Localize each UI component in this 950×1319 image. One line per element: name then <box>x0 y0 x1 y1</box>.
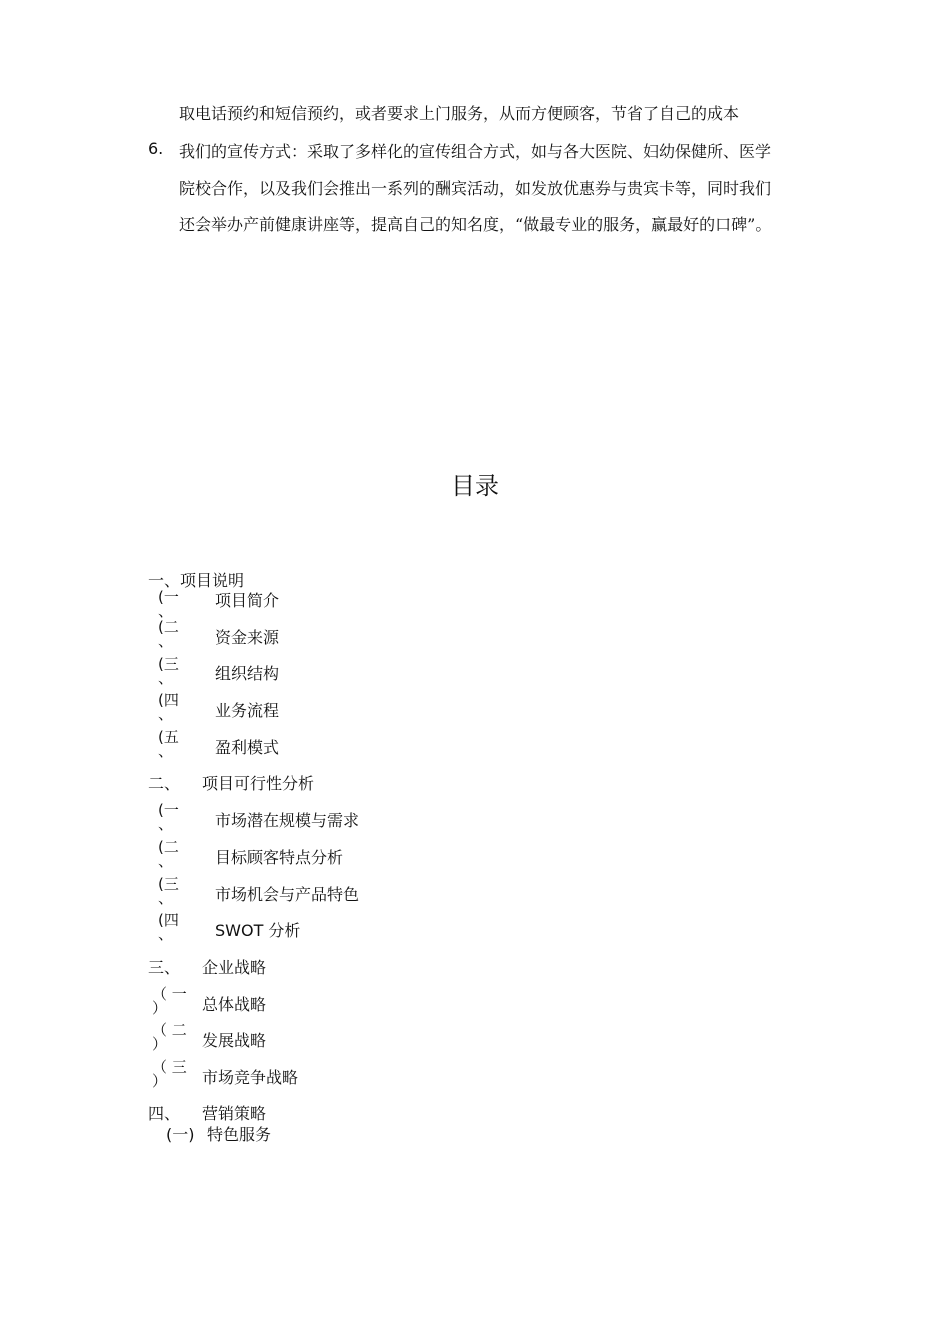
toc-section-number: 三、 <box>148 958 181 977</box>
toc-item-marker: (三 、 <box>158 655 179 687</box>
toc-item[interactable]: 市场竞争战略 <box>202 1068 299 1087</box>
toc-item[interactable]: 盈利模式 <box>215 738 280 757</box>
toc-item-marker: （ 二 ） <box>152 1021 187 1053</box>
toc-item[interactable]: 业务流程 <box>215 701 280 720</box>
toc-item-marker: (二 、 <box>158 618 179 650</box>
toc-item[interactable]: 市场机会与产品特色 <box>215 885 360 904</box>
toc-section-heading: 一、项目说明 <box>148 571 245 590</box>
toc-item[interactable]: 项目简介 <box>215 591 280 610</box>
toc-item[interactable]: 市场潜在规模与需求 <box>215 811 360 830</box>
toc-item-marker: (四 、 <box>158 691 179 723</box>
toc-section-heading[interactable]: 项目可行性分析 <box>202 774 315 793</box>
toc-item-marker: (三 、 <box>158 875 179 907</box>
body-paragraph-line: 取电话预约和短信预约，或者要求上门服务，从而方便顾客，节省了自己的成本 <box>179 104 740 123</box>
body-paragraph-line: 院校合作，以及我们会推出一系列的酬宾活动，如发放优惠券与贵宾卡等，同时我们 <box>179 179 772 198</box>
toc-item-marker: (五 、 <box>158 728 179 760</box>
toc-title: 目录 <box>451 472 499 500</box>
toc-item[interactable]: 组织结构 <box>215 664 280 683</box>
body-paragraph-line: 我们的宣传方式：采取了多样化的宣传组合方式，如与各大医院、妇幼保健所、医学 <box>179 142 772 161</box>
body-paragraph-line: 还会举办产前健康讲座等，提高自己的知名度，“做最专业的服务，赢最好的口碑”。 <box>179 215 772 234</box>
toc-item-marker: （ 三 ） <box>152 1058 187 1090</box>
toc-item[interactable]: SWOT 分析 <box>215 921 301 940</box>
toc-section-heading[interactable]: 营销策略 <box>202 1104 267 1123</box>
toc-item[interactable]: 资金来源 <box>215 628 280 647</box>
toc-item-marker: (一) <box>166 1125 195 1144</box>
toc-section-heading[interactable]: 企业战略 <box>202 958 267 977</box>
toc-item-marker: (四 、 <box>158 911 179 943</box>
toc-item[interactable]: 发展战略 <box>202 1031 267 1050</box>
toc-section-number: 二、 <box>148 774 181 793</box>
toc-item-marker: （ 一 ） <box>152 985 187 1017</box>
toc-item[interactable]: 目标顾客特点分析 <box>215 848 344 867</box>
toc-item[interactable]: 特色服务 <box>207 1125 272 1144</box>
toc-item-marker: (一 、 <box>158 801 179 833</box>
toc-item-marker: (二 、 <box>158 838 179 870</box>
toc-section-number: 四、 <box>148 1104 181 1123</box>
list-number: 6. <box>148 139 164 158</box>
toc-item-marker: (一 、 <box>158 588 179 620</box>
toc-item[interactable]: 总体战略 <box>202 995 267 1014</box>
